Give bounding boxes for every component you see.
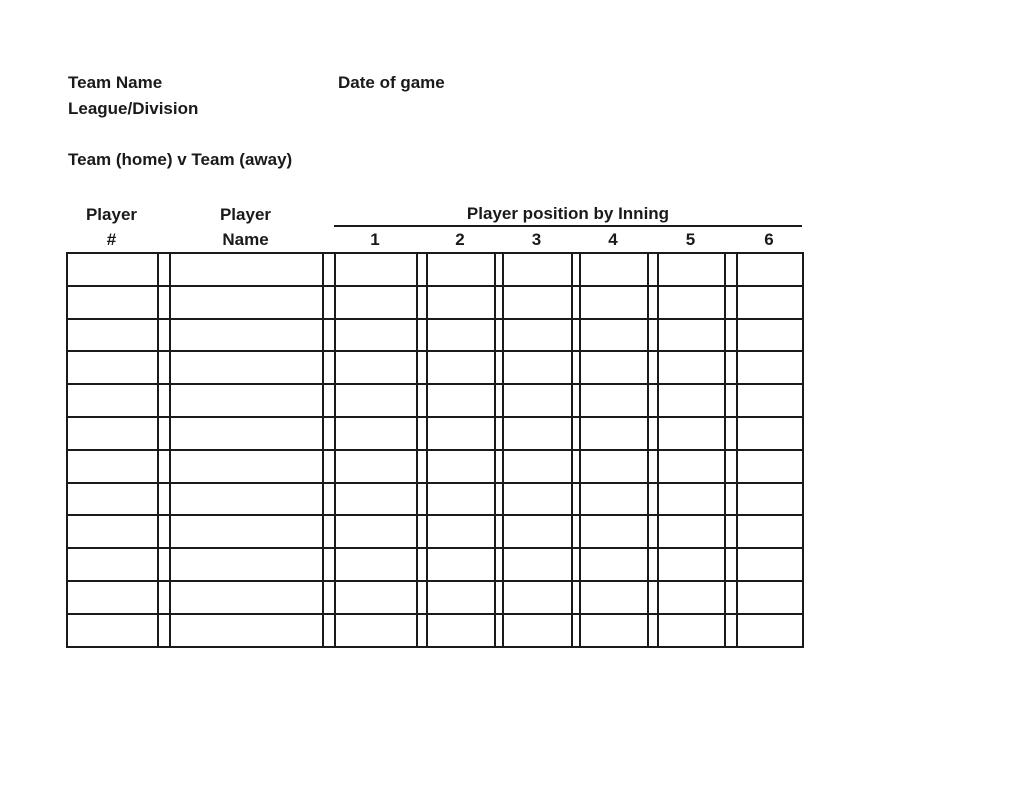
spacer-cell [159,516,171,549]
player-name-cell [171,549,324,582]
roster-table-header [66,202,802,252]
spacer-cell [649,549,659,582]
inning-5-cell [659,352,726,385]
roster-table-body [66,252,804,648]
spacer-cell [324,254,336,287]
inning-6-cell [738,320,804,353]
spacer-cell [726,352,738,385]
spacer-cell [726,484,738,517]
spacer-cell [726,287,738,320]
spacer-cell [159,320,171,353]
inning-2-cell [428,549,496,582]
spacer-cell [418,287,428,320]
inning-1-cell [336,516,418,549]
inning-3-cell [504,615,573,648]
spacer-cell [496,254,504,287]
date-of-game-label: Date of game [338,73,445,92]
spacer-cell [324,287,336,320]
spacer-cell [324,385,336,418]
inning-1-cell [336,418,418,451]
spacer-cell [649,352,659,385]
spacer-cell [496,615,504,648]
spacer-cell [573,615,581,648]
inning-6-cell [738,615,804,648]
inning-5-cell [659,254,726,287]
inning-3-cell [504,484,573,517]
spacer-cell [649,451,659,484]
inning-3-cell [504,320,573,353]
inning-1-cell [336,484,418,517]
inning-4-cell [581,516,649,549]
player-number-cell [68,254,159,287]
inning-2-cell [428,615,496,648]
inning-3-cell [504,549,573,582]
spacer-cell [726,582,738,615]
inning-4-cell [581,549,649,582]
spacer-cell [324,352,336,385]
spacer-cell [496,516,504,549]
spacer-cell [159,451,171,484]
spacer-cell [159,549,171,582]
player-name-cell [171,516,324,549]
spacer-cell [418,549,428,582]
player-name-cell [171,451,324,484]
inning-2-cell [428,484,496,517]
spacer-cell [496,385,504,418]
inning-5-cell [659,582,726,615]
inning-5-cell [659,549,726,582]
spacer-cell [573,352,581,385]
inning-4-cell [581,418,649,451]
player-name-cell [171,320,324,353]
spacer-cell [496,352,504,385]
player-number-cell [68,287,159,320]
inning-4-header: 4 [608,229,618,249]
spacer-cell [496,287,504,320]
inning-2-header: 2 [455,229,465,249]
player-name-cell [171,254,324,287]
spacer-cell [418,582,428,615]
spacer-cell [726,320,738,353]
player-number-cell [68,418,159,451]
player-number-cell [68,352,159,385]
spacer-cell [324,451,336,484]
inning-1-cell [336,385,418,418]
spacer-cell [418,615,428,648]
spacer-cell [573,549,581,582]
player-number-header-line2: # [106,229,117,249]
spacer-cell [573,516,581,549]
spacer-cell [159,484,171,517]
inning-5-header: 5 [685,229,696,249]
spacer-cell [159,418,171,451]
spacer-cell [726,254,738,287]
spacer-cell [324,582,336,615]
spacer-cell [649,254,659,287]
spacer-cell [418,451,428,484]
inning-6-cell [738,385,804,418]
spacer-cell [726,516,738,549]
spacer-cell [496,320,504,353]
inning-4-cell [581,352,649,385]
spacer-cell [324,549,336,582]
spacer-cell [649,287,659,320]
inning-2-cell [428,287,496,320]
spacer-cell [649,385,659,418]
spacer-cell [496,418,504,451]
spacer-cell [159,352,171,385]
spacer-cell [496,549,504,582]
spacer-cell [418,254,428,287]
inning-3-cell [504,254,573,287]
inning-6-cell [738,451,804,484]
spacer-cell [159,254,171,287]
player-number-cell [68,484,159,517]
spacer-cell [159,287,171,320]
inning-2-cell [428,582,496,615]
inning-4-cell [581,615,649,648]
spacer-cell [496,484,504,517]
player-name-cell [171,582,324,615]
spacer-cell [324,615,336,648]
inning-1-cell [336,549,418,582]
inning-2-cell [428,418,496,451]
inning-3-cell [504,352,573,385]
player-number-cell [68,516,159,549]
spacer-cell [496,582,504,615]
spacer-cell [573,418,581,451]
spacer-cell [573,582,581,615]
spacer-cell [573,287,581,320]
spacer-cell [649,615,659,648]
spacer-cell [726,549,738,582]
inning-4-cell [581,320,649,353]
spacer-cell [418,484,428,517]
inning-6-cell [738,484,804,517]
team-name-label: Team Name [68,73,163,92]
inning-2-cell [428,385,496,418]
player-number-cell [68,385,159,418]
inning-1-cell [336,320,418,353]
spacer-cell [159,615,171,648]
player-number-cell [68,320,159,353]
spacer-cell [159,385,171,418]
spacer-cell [649,484,659,517]
player-number-header-line1: Player [85,204,138,224]
inning-5-cell [659,615,726,648]
player-name-cell [171,615,324,648]
inning-2-cell [428,451,496,484]
league-division-label: League/Division [68,99,199,118]
inning-4-cell [581,451,649,484]
inning-3-cell [504,287,573,320]
inning-3-cell [504,418,573,451]
inning-2-cell [428,320,496,353]
spacer-cell [418,418,428,451]
player-number-cell [68,451,159,484]
spacer-cell [726,451,738,484]
inning-3-cell [504,385,573,418]
inning-4-cell [581,287,649,320]
spacer-cell [649,418,659,451]
inning-2-cell [428,254,496,287]
inning-5-cell [659,287,726,320]
player-name-cell [171,418,324,451]
spacer-cell [418,516,428,549]
spacer-cell [159,582,171,615]
inning-6-header: 6 [764,229,774,249]
inning-4-cell [581,582,649,615]
spacer-cell [726,385,738,418]
player-number-cell [68,615,159,648]
inning-3-cell [504,451,573,484]
inning-1-cell [336,352,418,385]
inning-6-cell [738,582,804,615]
spacer-cell [324,484,336,517]
inning-3-header: 3 [531,229,542,249]
spacer-cell [649,582,659,615]
inning-4-cell [581,385,649,418]
spacer-cell [573,254,581,287]
inning-2-cell [428,352,496,385]
spacer-cell [418,385,428,418]
spacer-cell [726,418,738,451]
spacer-cell [418,352,428,385]
inning-6-cell [738,418,804,451]
spacer-cell [324,516,336,549]
inning-6-cell [738,352,804,385]
inning-3-cell [504,516,573,549]
spacer-cell [649,320,659,353]
inning-6-cell [738,549,804,582]
spacer-cell [418,320,428,353]
inning-6-cell [738,516,804,549]
spacer-cell [324,418,336,451]
matchup-label: Team (home) v Team (away) [68,150,293,169]
inning-1-cell [336,615,418,648]
spacer-cell [573,385,581,418]
player-name-cell [171,484,324,517]
inning-5-cell [659,320,726,353]
inning-1-cell [336,254,418,287]
inning-5-cell [659,418,726,451]
inning-4-cell [581,484,649,517]
spacer-cell [573,320,581,353]
inning-1-cell [336,451,418,484]
inning-1-cell [336,582,418,615]
player-name-cell [171,287,324,320]
spacer-cell [496,451,504,484]
inning-5-cell [659,451,726,484]
inning-6-cell [738,254,804,287]
spacer-cell [649,516,659,549]
inning-6-cell [738,287,804,320]
inning-3-cell [504,582,573,615]
inning-5-cell [659,385,726,418]
player-number-cell [68,549,159,582]
player-number-cell [68,582,159,615]
spacer-cell [726,615,738,648]
inning-5-cell [659,516,726,549]
inning-1-cell [336,287,418,320]
player-name-cell [171,352,324,385]
spacer-cell [573,451,581,484]
inning-4-cell [581,254,649,287]
player-name-cell [171,385,324,418]
player-name-header-line1: Player [219,204,272,224]
inning-5-cell [659,484,726,517]
inning-2-cell [428,516,496,549]
inning-1-header: 1 [370,229,380,249]
innings-group-header: Player position by Inning [334,202,802,227]
player-name-header-line2: Name [222,229,269,249]
spacer-cell [324,320,336,353]
spacer-cell [573,484,581,517]
